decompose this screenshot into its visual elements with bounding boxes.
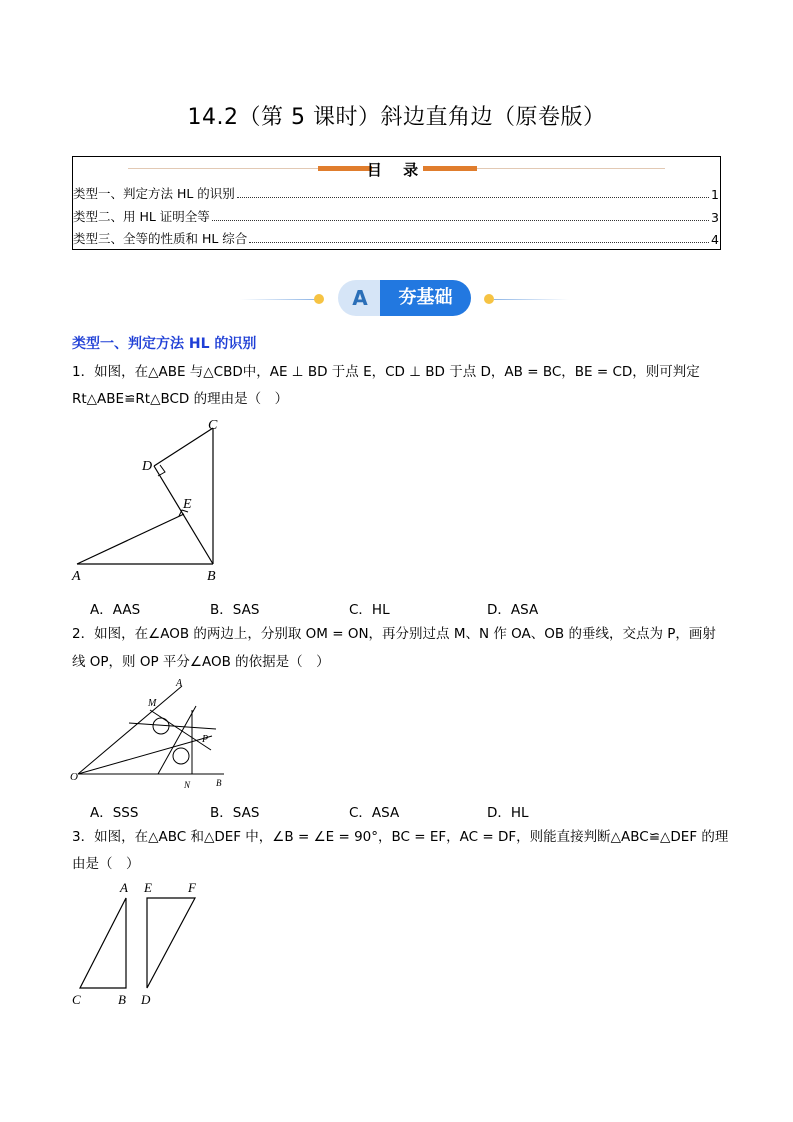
label-d: D — [142, 459, 153, 474]
q2-option-c[interactable]: C．ASA — [349, 805, 400, 821]
page-title: 14.2（第 5 课时）斜边直角边（原卷版） — [187, 105, 606, 130]
label-e: E — [144, 880, 152, 895]
q1-option-c[interactable]: C．HL — [349, 602, 390, 618]
label-c: C — [72, 992, 81, 1007]
label-p: P — [202, 734, 209, 745]
banner-line-right — [494, 299, 569, 300]
question-1-text-cont: Rt△ABE≌Rt△BCD 的理由是（ ） — [72, 391, 289, 407]
banner-dot-right — [484, 294, 494, 304]
banner-line-left — [240, 299, 315, 300]
q2-option-a[interactable]: A．SSS — [90, 805, 139, 821]
banner-letter: A — [338, 280, 382, 316]
q1-option-d[interactable]: D．ASA — [487, 602, 539, 618]
question-2-text: 2．如图，在∠AOB 的两边上，分别取 OM = ON，再分别过点 M、N 作 OA、OB 的垂线，交点为 P，画射 — [72, 626, 716, 642]
toc-item[interactable]: 类型一、判定方法 HL 的识别 1 — [73, 186, 719, 202]
label-e: E — [183, 497, 192, 512]
aux-line-2 — [158, 706, 196, 774]
label-a: A — [120, 880, 128, 895]
label-a: A — [72, 569, 81, 584]
label-a: A — [176, 678, 183, 689]
label-d: D — [141, 992, 151, 1007]
label-b: B — [216, 778, 222, 788]
q2-option-b[interactable]: B．SAS — [210, 805, 260, 821]
banner-dot-left — [314, 294, 324, 304]
q1-option-a[interactable]: A．AAS — [90, 602, 141, 618]
question-3-text: 3．如图，在△ABC 和△DEF 中，∠B = ∠E = 90°，BC = EF，AC = DF，则能直接判断△ABC≌△DEF 的理 — [72, 829, 729, 845]
section-heading: 类型一、判定方法 HL 的识别 — [72, 336, 257, 352]
q1-option-b[interactable]: B．SAS — [210, 602, 260, 618]
table-of-contents — [72, 156, 721, 250]
label-m: M — [148, 698, 157, 709]
label-c: C — [208, 418, 218, 433]
q2-option-d[interactable]: D．HL — [487, 805, 529, 821]
label-n: N — [184, 780, 191, 790]
ray-oa — [78, 686, 182, 774]
triangle-def — [147, 898, 195, 988]
level-banner — [338, 280, 471, 316]
segment-cd — [154, 428, 213, 466]
question-2-text-cont: 线 OP，则 OP 平分∠AOB 的依据是（ ） — [72, 654, 330, 670]
segment-ae — [77, 514, 184, 564]
figure-q3 — [68, 878, 213, 1010]
figure-q1 — [68, 418, 228, 586]
label-b: B — [207, 569, 216, 584]
segment-db — [154, 466, 213, 564]
triangle-abc — [80, 898, 126, 988]
label-o: O — [70, 771, 78, 783]
label-f: F — [188, 880, 196, 895]
toc-item[interactable]: 类型二、用 HL 证明全等 3 — [73, 209, 719, 225]
question-1-text: 1．如图，在△ABE 与△CBD中，AE ⊥ BD 于点 E，CD ⊥ BD 于点 D，AB = BC，BE = CD，则可判定 — [72, 364, 700, 380]
angle-mark-lower — [173, 748, 189, 764]
question-3-text-cont: 由是（ ） — [72, 856, 140, 872]
figure-q2 — [66, 676, 231, 794]
toc-item[interactable]: 类型三、全等的性质和 HL 综合 4 — [73, 231, 719, 247]
label-b: B — [118, 992, 126, 1007]
banner-text: 夯基础 — [380, 280, 471, 316]
aux-line-1 — [129, 723, 216, 729]
toc-heading: 目 录 — [366, 161, 427, 179]
